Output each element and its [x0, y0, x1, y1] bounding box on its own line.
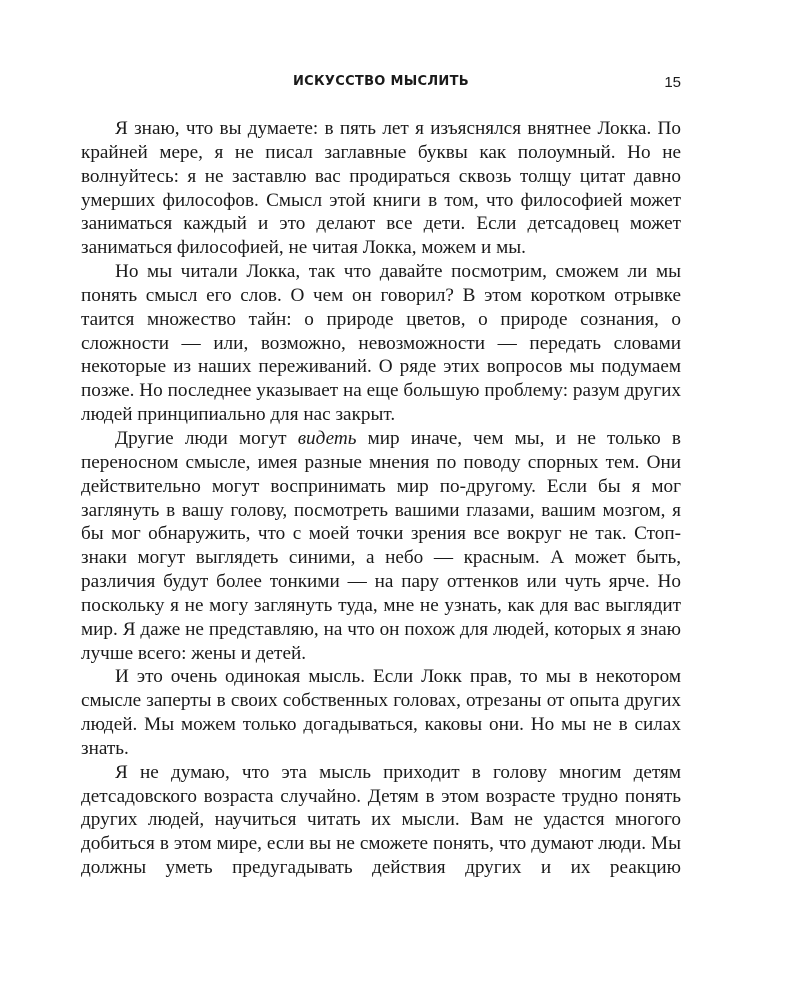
emphasized-word: видеть [297, 427, 357, 449]
paragraph-text: мир иначе, чем мы, и не только в переносном смысле, имея разные мнения по поводу спорных тем. Они действительно могут воспринимать мир по-другому. Если бы я мог заглянуть в вашу голову, посмотреть вашими глазами, вашим мозгом, я бы мог обнаружить, что с моей точки зрения все вокруг не так. Стоп-знаки могут выглядеть синими, а небо — красным. А может быть, различия будут более тонкими — на пару оттенков или чуть ярче. Но поскольку я не могу заглянуть туда, мне не узнать, как для вас выглядит мир. Я даже не представляю, на что он похож для людей, которых я знаю лучше всего: жены и детей. [81, 427, 681, 664]
page-number: 15 [664, 74, 681, 91]
running-header [81, 74, 681, 94]
running-title: ИСКУССТВО МЫСЛИТЬ [292, 74, 469, 89]
paragraph: Я знаю, что вы думаете: в пять лет я изъяснялся внятнее Локка. По крайней мере, я не писал заглавные буквы как полоумный. Но не волнуйтесь: я не заставлю вас продираться сквозь толщу цитат давно умерших философов. Смысл этой книги в том, что философией может заниматься каждый и это делают все дети. Если детсадовец может заниматься философией, не читая Локка, можем и мы. [81, 118, 681, 259]
paragraph: И это очень одинокая мысль. Если Локк прав, то мы в некотором смысле заперты в своих собственных головах, отрезаны от опыта других людей. Мы можем только догадываться, каковы они. Но мы не в силах знать. [81, 666, 681, 759]
paragraph: Но мы читали Локка, так что давайте посмотрим, сможем ли мы понять смысл его слов. О чем он говорил? В этом коротком отрывке таится множество тайн: о природе цветов, о природе сознания, о сложности — или, возможно, невозможности — передать словами некоторые из наших переживаний. О ряде этих вопросов мы подумаем позже. Но последнее указывает на еще большую проблему: разум других людей принципиально для нас закрыт. [81, 261, 681, 426]
paragraph-text: Другие люди могут [115, 427, 298, 449]
paragraph [81, 427, 681, 665]
paragraph: Я не думаю, что эта мысль приходит в голову многим детям детсадовского возраста случайно. Детям в этом возрасте трудно понять других людей, научиться читать их мысли. Вам не удастся многого добиться в этом мире, если вы не сможете понять, что думают люди. Мы должны уметь предугадывать действия других и их реакцию [81, 761, 681, 879]
body-text [81, 117, 681, 880]
